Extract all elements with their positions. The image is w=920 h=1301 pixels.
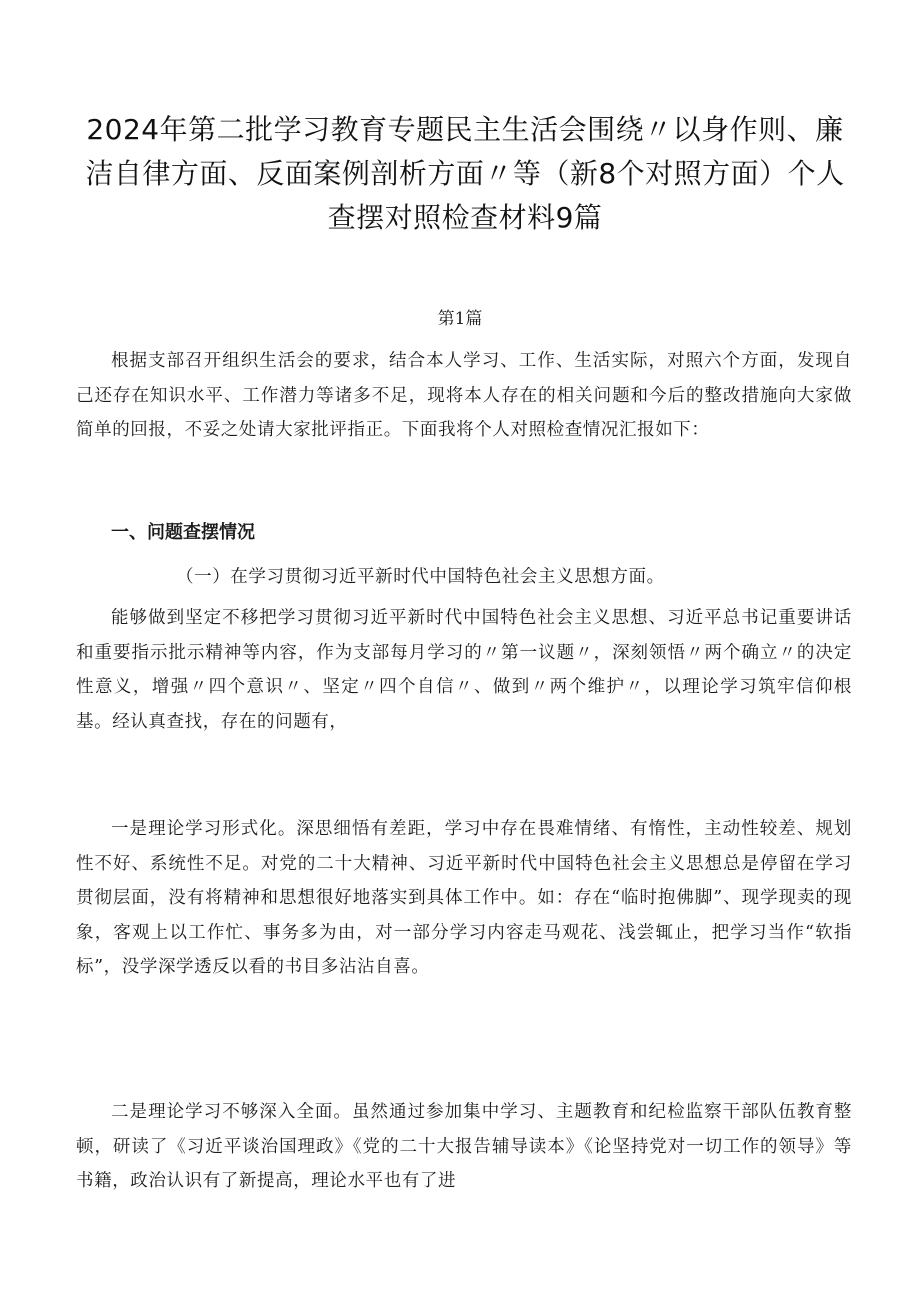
body-paragraph-3: 二是理论学习不够深入全面。虽然通过参加集中学习、主题教育和纪检监察干部队伍教育整顿，研读了《习近平谈治国理政》《党的二十大报告辅导读本》《论坚持党对一切工作的领导》等书籍，政治认识有了新提高，理论水平也有了进 xyxy=(76,1102,852,1191)
chapter-label: 第1篇 xyxy=(437,309,483,329)
body-paragraph-2: 一是理论学习形式化。深思细悟有差距，学习中存在畏难情绪、有惰性，主动性较差、规划性不好、系统性不足。对党的二十大精神、习近平新时代中国特色社会主义思想总是停留在学习贯彻层面，没有将精神和思想很好地落实到具体工作中。如：存在“临时抱佛脚”、现学现卖的现象，客观上以工作忙、事务多为由，对一部分学习内容走马观花、浅尝辄止，把学习当作“软指标”，没学深学透反以看的书目多沾沾自喜。 xyxy=(76,819,852,977)
section-heading: 一、问题查摆情况 xyxy=(111,522,255,543)
document-title: 2024年第二批学习教育专题民主生活会围绕〃以身作则、廉洁自律方面、反面案例剖析方面〃等（新8个对照方面）个人查摆对照检查材料9篇 xyxy=(85,113,845,234)
subsection-heading: （一）在学习贯彻习近平新时代中国特色社会主义思想方面。 xyxy=(176,567,665,587)
body-paragraph-1: 能够做到坚定不移把学习贯彻习近平新时代中国特色社会主义思想、习近平总书记重要讲话和重要指示批示精神等内容，作为支部每月学习的〃第一议题〃，深刻领悟〃两个确立〃的决定性意义，增强〃四个意识〃、坚定〃四个自信〃、做到〃两个维护〃，以理论学习筑牢信仰根基。经认真查找，存在的问题有， xyxy=(76,608,852,732)
intro-paragraph: 根据支部召开组织生活会的要求，结合本人学习、工作、生活实际，对照六个方面，发现自己还存在知识水平、工作潜力等诸多不足，现将本人存在的相关问题和今后的整改措施向大家做简单的回报，不妥之处请大家批评指正。下面我将个人对照检查情况汇报如下： xyxy=(76,351,852,440)
